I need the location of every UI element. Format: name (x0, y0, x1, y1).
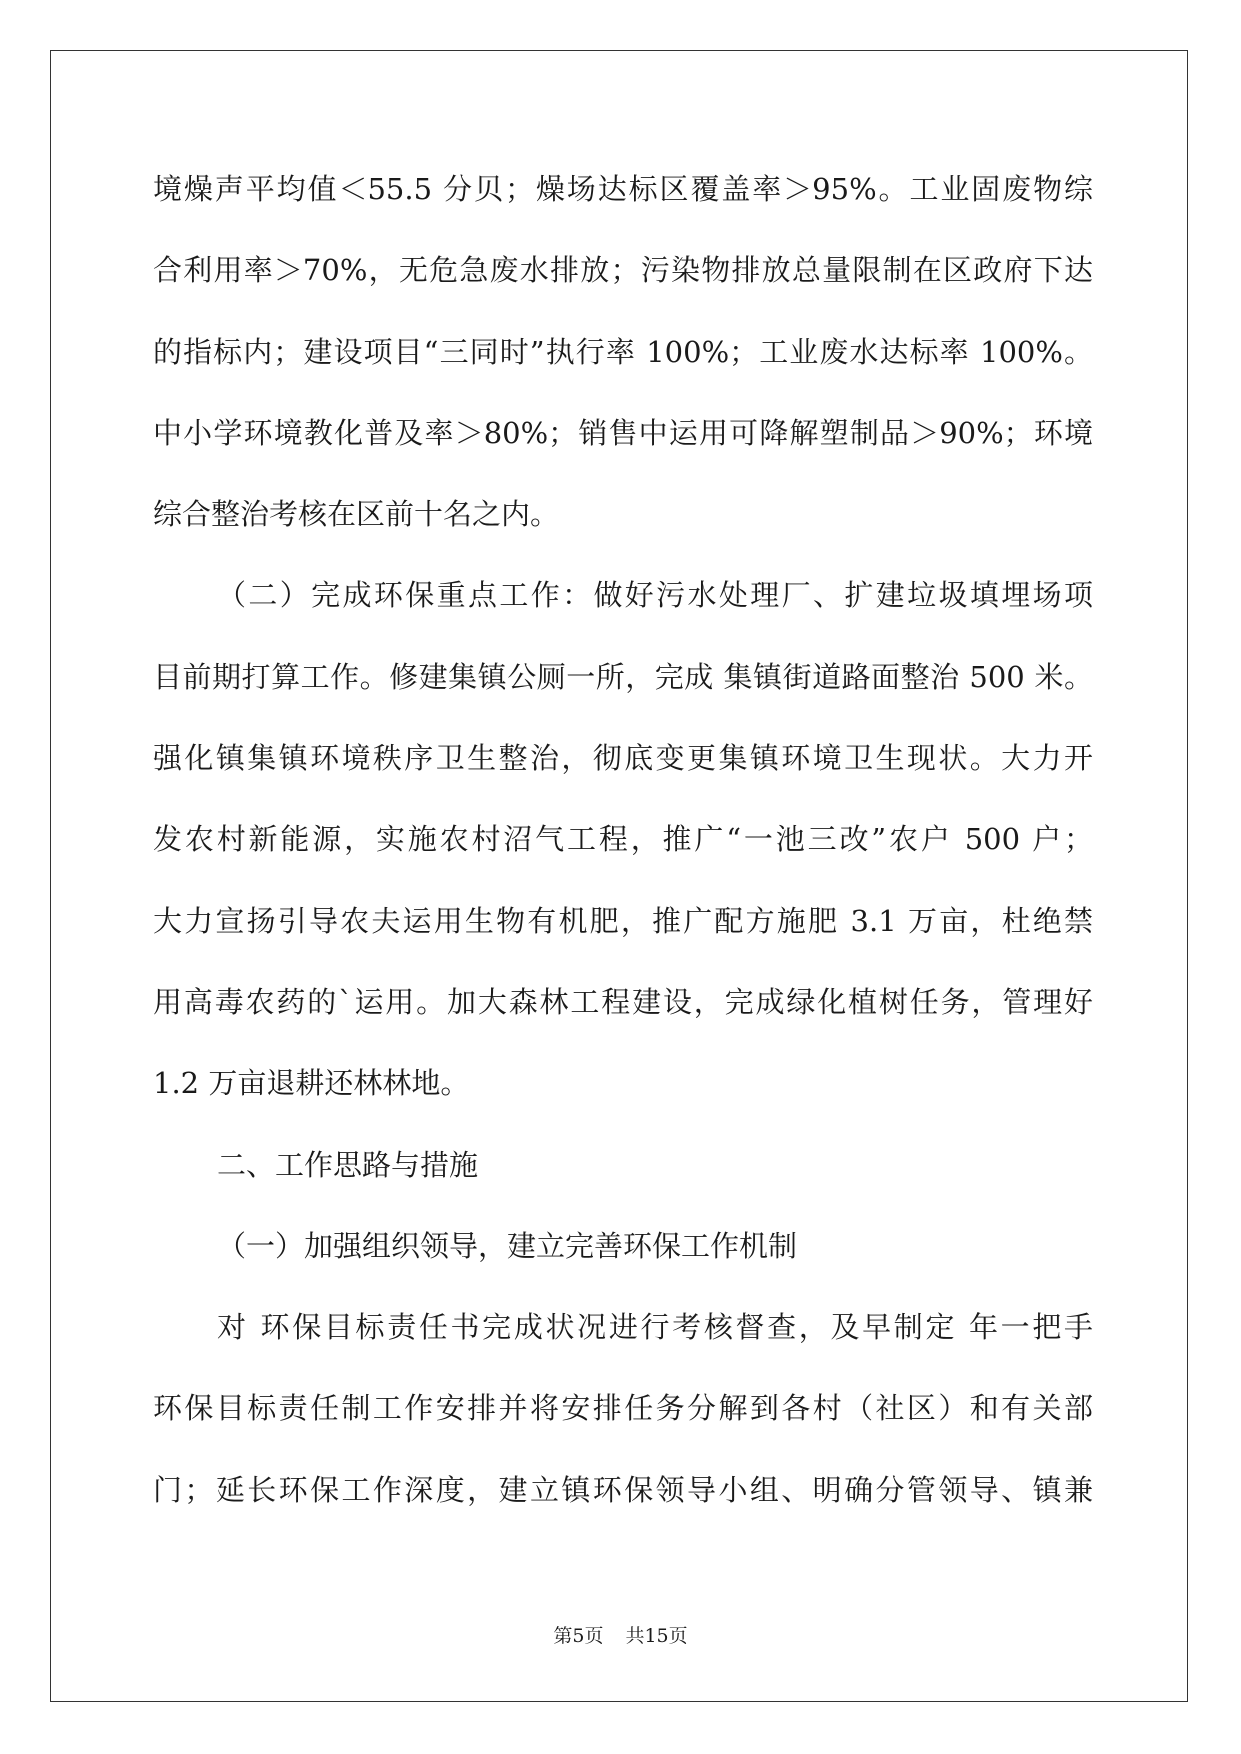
text-line: 对 环保目标责任书完成状况进行考核督查，及早制定 年一把手 (217, 1310, 1093, 1345)
subsection-heading: （一）加强组织领导，建立完善环保工作机制 (217, 1228, 798, 1263)
page-total: 共15页 (625, 1625, 688, 1647)
text-line: 的指标内；建设项目“三同时”执行率 100%；工业废水达标率 100%。 (153, 334, 1093, 369)
page-footer (0, 1622, 1241, 1650)
text-line: （二）完成环保重点工作：做好污水处理厂、扩建垃圾填埋场项 (217, 578, 1093, 613)
text-line: 合利用率＞70%，无危急废水排放；污染物排放总量限制在区政府下达 (153, 253, 1093, 288)
document-body (153, 149, 1093, 1531)
text-line: 1.2 万亩退耕还林林地。 (153, 1066, 470, 1101)
text-line: 发农村新能源，实施农村沼气工程，推广“一池三改”农户 500 户； (153, 822, 1093, 857)
text-line: 大力宣扬引导农夫运用生物有机肥，推广配方施肥 3.1 万亩，杜绝禁 (153, 903, 1093, 938)
text-line: 用高毒农药的`运用。加大森林工程建设，完成绿化植树任务，管理好 (153, 984, 1093, 1019)
text-line: 强化镇集镇环境秩序卫生整治，彻底变更集镇环境卫生现状。大力开 (153, 741, 1093, 776)
text-line: 环保目标责任制工作安排并将安排任务分解到各村（社区）和有关部 (153, 1391, 1093, 1426)
text-line: 目前期打算工作。修建集镇公厕一所，完成 集镇街道路面整治 500 米。 (153, 659, 1093, 694)
page-number: 第5页 (553, 1625, 604, 1647)
text-line: 门；延长环保工作深度，建立镇环保领导小组、明确分管领导、镇兼 (153, 1472, 1093, 1507)
text-line: 境燥声平均值＜55.5 分贝；燥场达标区覆盖率＞95%。工业固废物综 (153, 172, 1093, 206)
section-heading: 二、工作思路与措施 (217, 1147, 479, 1182)
text-line: 中小学环境教化普及率＞80%；销售中运用可降解塑制品＞90%；环境 (153, 415, 1093, 450)
text-line: 综合整治考核在区前十名之内。 (153, 497, 560, 532)
